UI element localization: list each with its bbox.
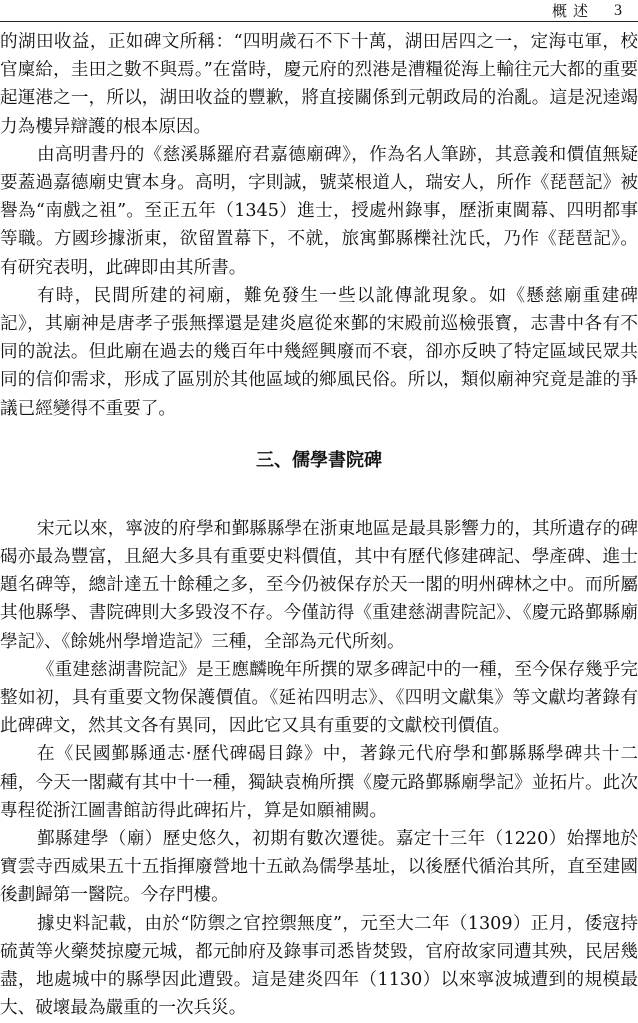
- paragraph-county-school-history: 鄞縣建學（廟）歷史悠久，初期有數次遷徙。嘉定十三年（1220）始擇地於寶雲寺西威果五十五指揮廢營地十五畝為儒學基址，以後歷代循治其所，直至建國後劃歸第一醫院。今存門樓。: [0, 829, 638, 906]
- paragraph-gao-ming-stele: 由高明書丹的《慈溪縣羅府君嘉德廟碑》，作為名人筆跡，其意義和價值無疑要蓋過嘉德廟史實本身。高明，字則誠，號菜根道人，瑞安人，所作《琵琶記》被譽為“南戲之祖”。至正五年（1345）進士，授處州錄事，歷浙東閫幕、四明都事等職。方國珍據浙東，欲留置幕下，不就，旅寓鄞縣櫟社沈氏，乃作《琵琶記》。有研究表明，此碑即由其所書。: [0, 144, 638, 278]
- section-heading: 三、儒學書院碑: [256, 449, 382, 471]
- paragraph-pirate-raid: 據史料記載，由於“防禦之官控禦無度”，元至大二年（1309）正月，倭寇持硫黃等火藥焚掠慶元城，都元帥府及錄事司悉皆焚毀，官府故家同遭其殃，民居幾盡，地處城中的縣學因此遭毀。這是建炎四年（1130）以來寧波城遭到的規模最大、破壞最為嚴重的一次兵災。: [0, 913, 638, 1019]
- page-number: 3: [614, 2, 622, 19]
- paragraph-folk-shrines: 有時，民間所建的祠廟，難免發生一些以訛傳訛現象。如《懸慈廟重建碑記》，其廟神是唐孝子張無擇還是建炎扈從來鄞的宋殿前巡檢張寳，志書中各有不同的說法。但此廟在過去的幾百年中幾經興廢而不衰，卻亦反映了特定區域民眾共同的信仰需求，形成了區別於其他區域的鄉風民俗。所以，類似廟神究竟是誰的爭議已經變得不重要了。: [0, 285, 638, 419]
- running-header: [0, 0, 638, 22]
- paragraph-lake-field-revenue: 的湖田收益，正如碑文所稱：“四明歲石不下十萬，湖田居四之一，定海屯軍，校官廩給，圭田之數不與焉。”在當時，慶元府的烈港是漕糧從海上輸往元大都的重要起運港之一，所以，湖田收益的豐歉，將直接關係到元朝政局的治亂。這是況逵竭力為樓异辯護的根本原因。: [0, 32, 638, 137]
- body-text: [0, 28, 638, 1023]
- paragraph-school-steles-overview: 宋元以來，寧波的府學和鄞縣縣學在浙東地區是最具影響力的，其所遺存的碑碣亦最為豐富，且絕大多具有重要史料價值，其中有歷代修建碑記、學產碑、進士題名碑等，總計達五十餘種之多，至今仍被保存於天一閣的明州碑林之中。而所屬其他縣學、書院碑則大多毀沒不存。今僅訪得《重建慈湖書院記》、《慶元路鄞縣廟學記》、《餘姚州學增造記》三種，全部為元代所刻。: [0, 518, 638, 652]
- paragraph-gazetteer-catalog: 在《民國鄞縣通志·歷代碑碣目錄》中，著錄元代府學和鄞縣縣學碑共十二種，今天一閣藏有其中十一種，獨缺袁桷所撰《慶元路鄞縣廟學記》並拓片。此次專程從浙江圖書館訪得此碑拓片，算是如願補闕。: [0, 744, 638, 821]
- header-chapter-title: 概述: [551, 2, 594, 20]
- section-heading-container: [0, 447, 638, 475]
- paragraph-cihu-academy-record: 《重建慈湖書院記》是王應麟晚年所撰的眾多碑記中的一種，至今保存幾乎完整如初，具有重要文物保護價值。《延祐四明志》、《四明文獻集》等文獻均著錄有此碑碑文，然其文各有異同，因此它又具有重要的文獻校刊價值。: [0, 659, 638, 737]
